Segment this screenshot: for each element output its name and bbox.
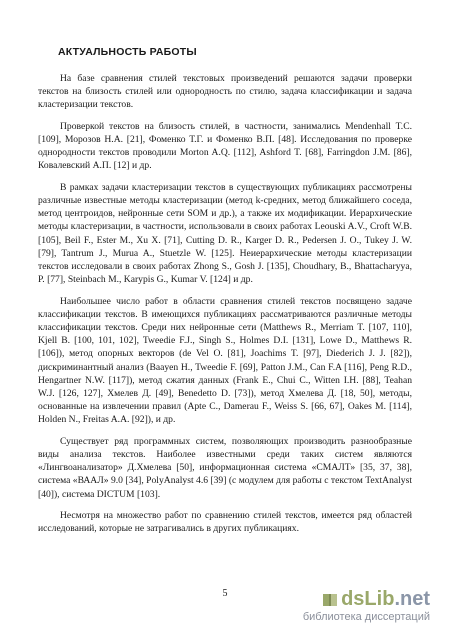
- dslib-logo: [321, 589, 430, 609]
- paragraph-2: Проверкой текстов на близость стилей, в частности, занимались Mendenhall T.C. [109], Морозов Н.А. [21], Фоменко Т.Г. и Фоменко В.П. [48]. Исследования по проверке однородности текстов проводили Morton A.Q. [112], Ashford T. [68], Farringdon J.M. [86], Ковалевский А.П. [12] и др.: [38, 120, 412, 172]
- book-icon: [321, 591, 339, 609]
- paragraph-5: Существует ряд программных систем, позволяющих производить разнообразные виды анализа текстов. Наиболее известными среди таких систем являются «Лингвоанализатор» Д.Хмелева [50], информационная система «СМАЛТ» [35, 37, 38], система «ВААЛ» 9.0 [34], PolyAnalyst 4.6 [39] (с модулем для работы с текстом TextAnalyst [40]), система DICTUM [103].: [38, 435, 412, 500]
- paragraph-6: Несмотря на множество работ по сравнению стилей текстов, имеется ряд областей исследований, которые не затрагивались в других публикациях.: [38, 510, 412, 535]
- paragraph-4: Наибольшее число работ в области сравнения стилей текстов посвящено задаче классификации текстов. В имеющихся публикациях рассматриваются различные методы классификации текстов. Среди них нейронные сети (Matthews R., Merriam T. [107, 110], Kjell B. [100, 101, 102], Tweedie F.J., Singh S., Holmes D.I. [131], Lowe D., Matthews R. [106]), метод опорных векторов (de Vel O. [81], Joachims T. [97], Diederich J. J. [82]), дискриминантный анализ (Baayen H., Tweedie F. [69], Patton J.M., Can F.A [116], Peng R.D., Hengartner N.W. [117]), метод сжатия данных (Frank E., Chui C., Witten I.H. [88], Teahan W.J. [126, 127], Хмелев Д. [49], Benedetto D. [73]), метод Хмелева Д. [18, 50], методы, основанные на извлечении правил (Apte C., Damerau F., Weiss S. [66, 67], Oakes M. [114], Holden N., Freitas A.A. [92]), и др.: [38, 295, 412, 426]
- page-number: 5: [222, 588, 228, 599]
- dslib-watermark[interactable]: [280, 589, 430, 625]
- logo-text-net: .net: [394, 588, 430, 610]
- logo-text-dslib: dsLib: [341, 588, 395, 610]
- section-heading: АКТУАЛЬНОСТЬ РАБОТЫ: [58, 46, 197, 58]
- body-text: [38, 72, 412, 544]
- paragraph-3: В рамках задачи кластеризации текстов в существующих публикациях рассмотрены различные известные методы кластеризации (метод k-средних, метод ближайшего соседа, метод центроидов, нейронные сети SOM и др.), а также их модификации. Иерархические методы кластеризации, в частности, использовали в своих работах Leouski A.V., Croft W.B. [105], Beil F., Ester M., Xu X. [71], Cutting D. R., Karger D. R., Pedersen J. O., Tukey J. W. [79], Tantrum J., Murua A., Stuetzle W. [125]. Неиерархические методы кластеризации текстов исследовали в своих работах Zhong S., Gosh J. [135], Choudhary, B., Bhattacharyya, P. [77], Steinbach M., Karypis G., Kumar V. [124] и др.: [38, 181, 412, 286]
- paragraph-1: На базе сравнения стилей текстовых произведений решаются задачи проверки текстов на близость стилей или однородность по стилю, задача классификации и задача кластеризации текстов.: [38, 73, 412, 111]
- watermark-tagline: библиотека диссертаций: [302, 611, 430, 623]
